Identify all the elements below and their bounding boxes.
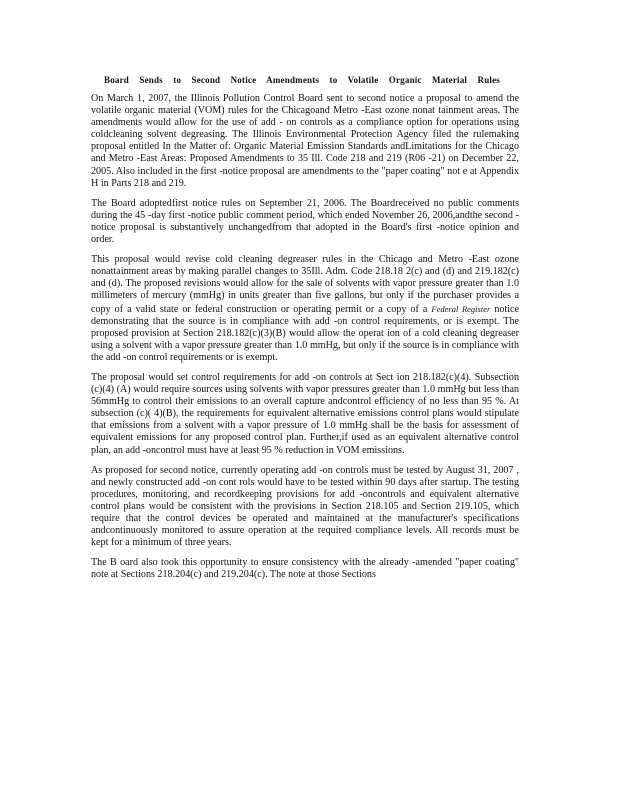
paragraph-3-text-b: notice demonstrating that the source is in compliance with add -on control requirements, or is exempt. The proposed provision at Section 218.182(c)(3)(B) would allow the operat ion of a cold cleaning degreaser using a solvent with a vapor pressure greater than 1.0 mmHg, but only if the source is in compliance with the add -on control requirements or is exempt. <box>91 303 519 363</box>
paragraph-1: On March 1, 2007, the Illinois Pollution Control Board sent to second notice a proposal to amend the volatile organic material (VOM) rules for the Chicagoand Metro -East ozone nonat tainment areas. The amendments would allow for the use of add - on controls as a compliance option for operations using coldcleaning solvent degreasing. The Illinois Environmental Protection Agency filed the rulemaking proposal entitled In the Matter of: Organic Material Emission Standards andLimitations for the Chicago and Metro -East Areas: Proposed Amendments to 35 Ill. Code 218 and 219 (R06 -21) on December 22, 2005. Also included in the first -notice proposal are amendments to the "paper coating" not e at Appendix H in Parts 218 and 219. <box>91 93 519 189</box>
federal-register-citation: Federal Register <box>431 303 491 314</box>
paragraph-4: The proposal would set control requirements for add -on controls at Sect ion 218.182(c)(4). Subsection (c)(4) (A) would require sources using solvents with vapor pressures greater than 1.0 mmHg but less than 56mmHg to control their emissions to an overall capture andcontrol efficiency of no less than 95 %. At subsection (c)( 4)(B), the requirements for equivalent alternative emissions control plans would stipulate that emissions from a solvent with a vapor pressure of 1.0 mmHg shall be the basis for assessment of equivalent emissions for any proposed control plan. Further,if used as an equivalent alternative control plan, an add -oncontrol must have at least 95 % reduction in VOM emissions. <box>91 371 519 456</box>
paragraph-6: The B oard also took this opportunity to ensure consistency with the already -amended "paper coating" note at Sections 218.204(c) and 219.204(c). The note at those Sections <box>91 557 519 581</box>
paragraph-5: As proposed for second notice, currently operating add -on controls must be tested by August 31, 2007 , and newly constructed add -on cont rols would have to be tested within 90 days after startup. The testing procedures, monitoring, and recordkeeping provisions for add -oncontrols and equivalent alternative control plans would be consistent with the provisions in Section 218.105 and Section 219.105, which require that the control devices be operated and maintained at the manufacturer's specifications andcontinuously monitored to assure operation at the required compliance levels. All records must be kept for a minimum of three years. <box>91 464 519 549</box>
document-heading: Board Sends to Second Notice Amendments to Volatile Organic Material Rules <box>104 75 500 85</box>
document-body <box>91 93 519 581</box>
paragraph-3-text-a: This proposal would revise cold cleaning degreaser rules in the Chicago and Metro -East ozone nonattainment areas by making parallel changes to 35Ill. Adm. Code 218.18 2(c) and (d) and 219.182(c) and (d). The proposed revisions would allow for the sale of solvents with vapor pressure greater than 1.0 millimeters of mercury (mmHg) in units greater than five gallons, but only if the purchaser provides a copy of a valid state or federal construction or operating permit or a copy of a <box>91 254 519 315</box>
paragraph-3 <box>91 254 519 364</box>
paragraph-2: The Board adoptedfirst notice rules on September 21, 2006. The Boardreceived no public comments during the 45 -day first -notice public comment period, which ended November 26, 2006,andthe second - notice proposal is substantively unchangedfrom that adopted in the Board's first -notice opinion and order. <box>91 197 519 246</box>
